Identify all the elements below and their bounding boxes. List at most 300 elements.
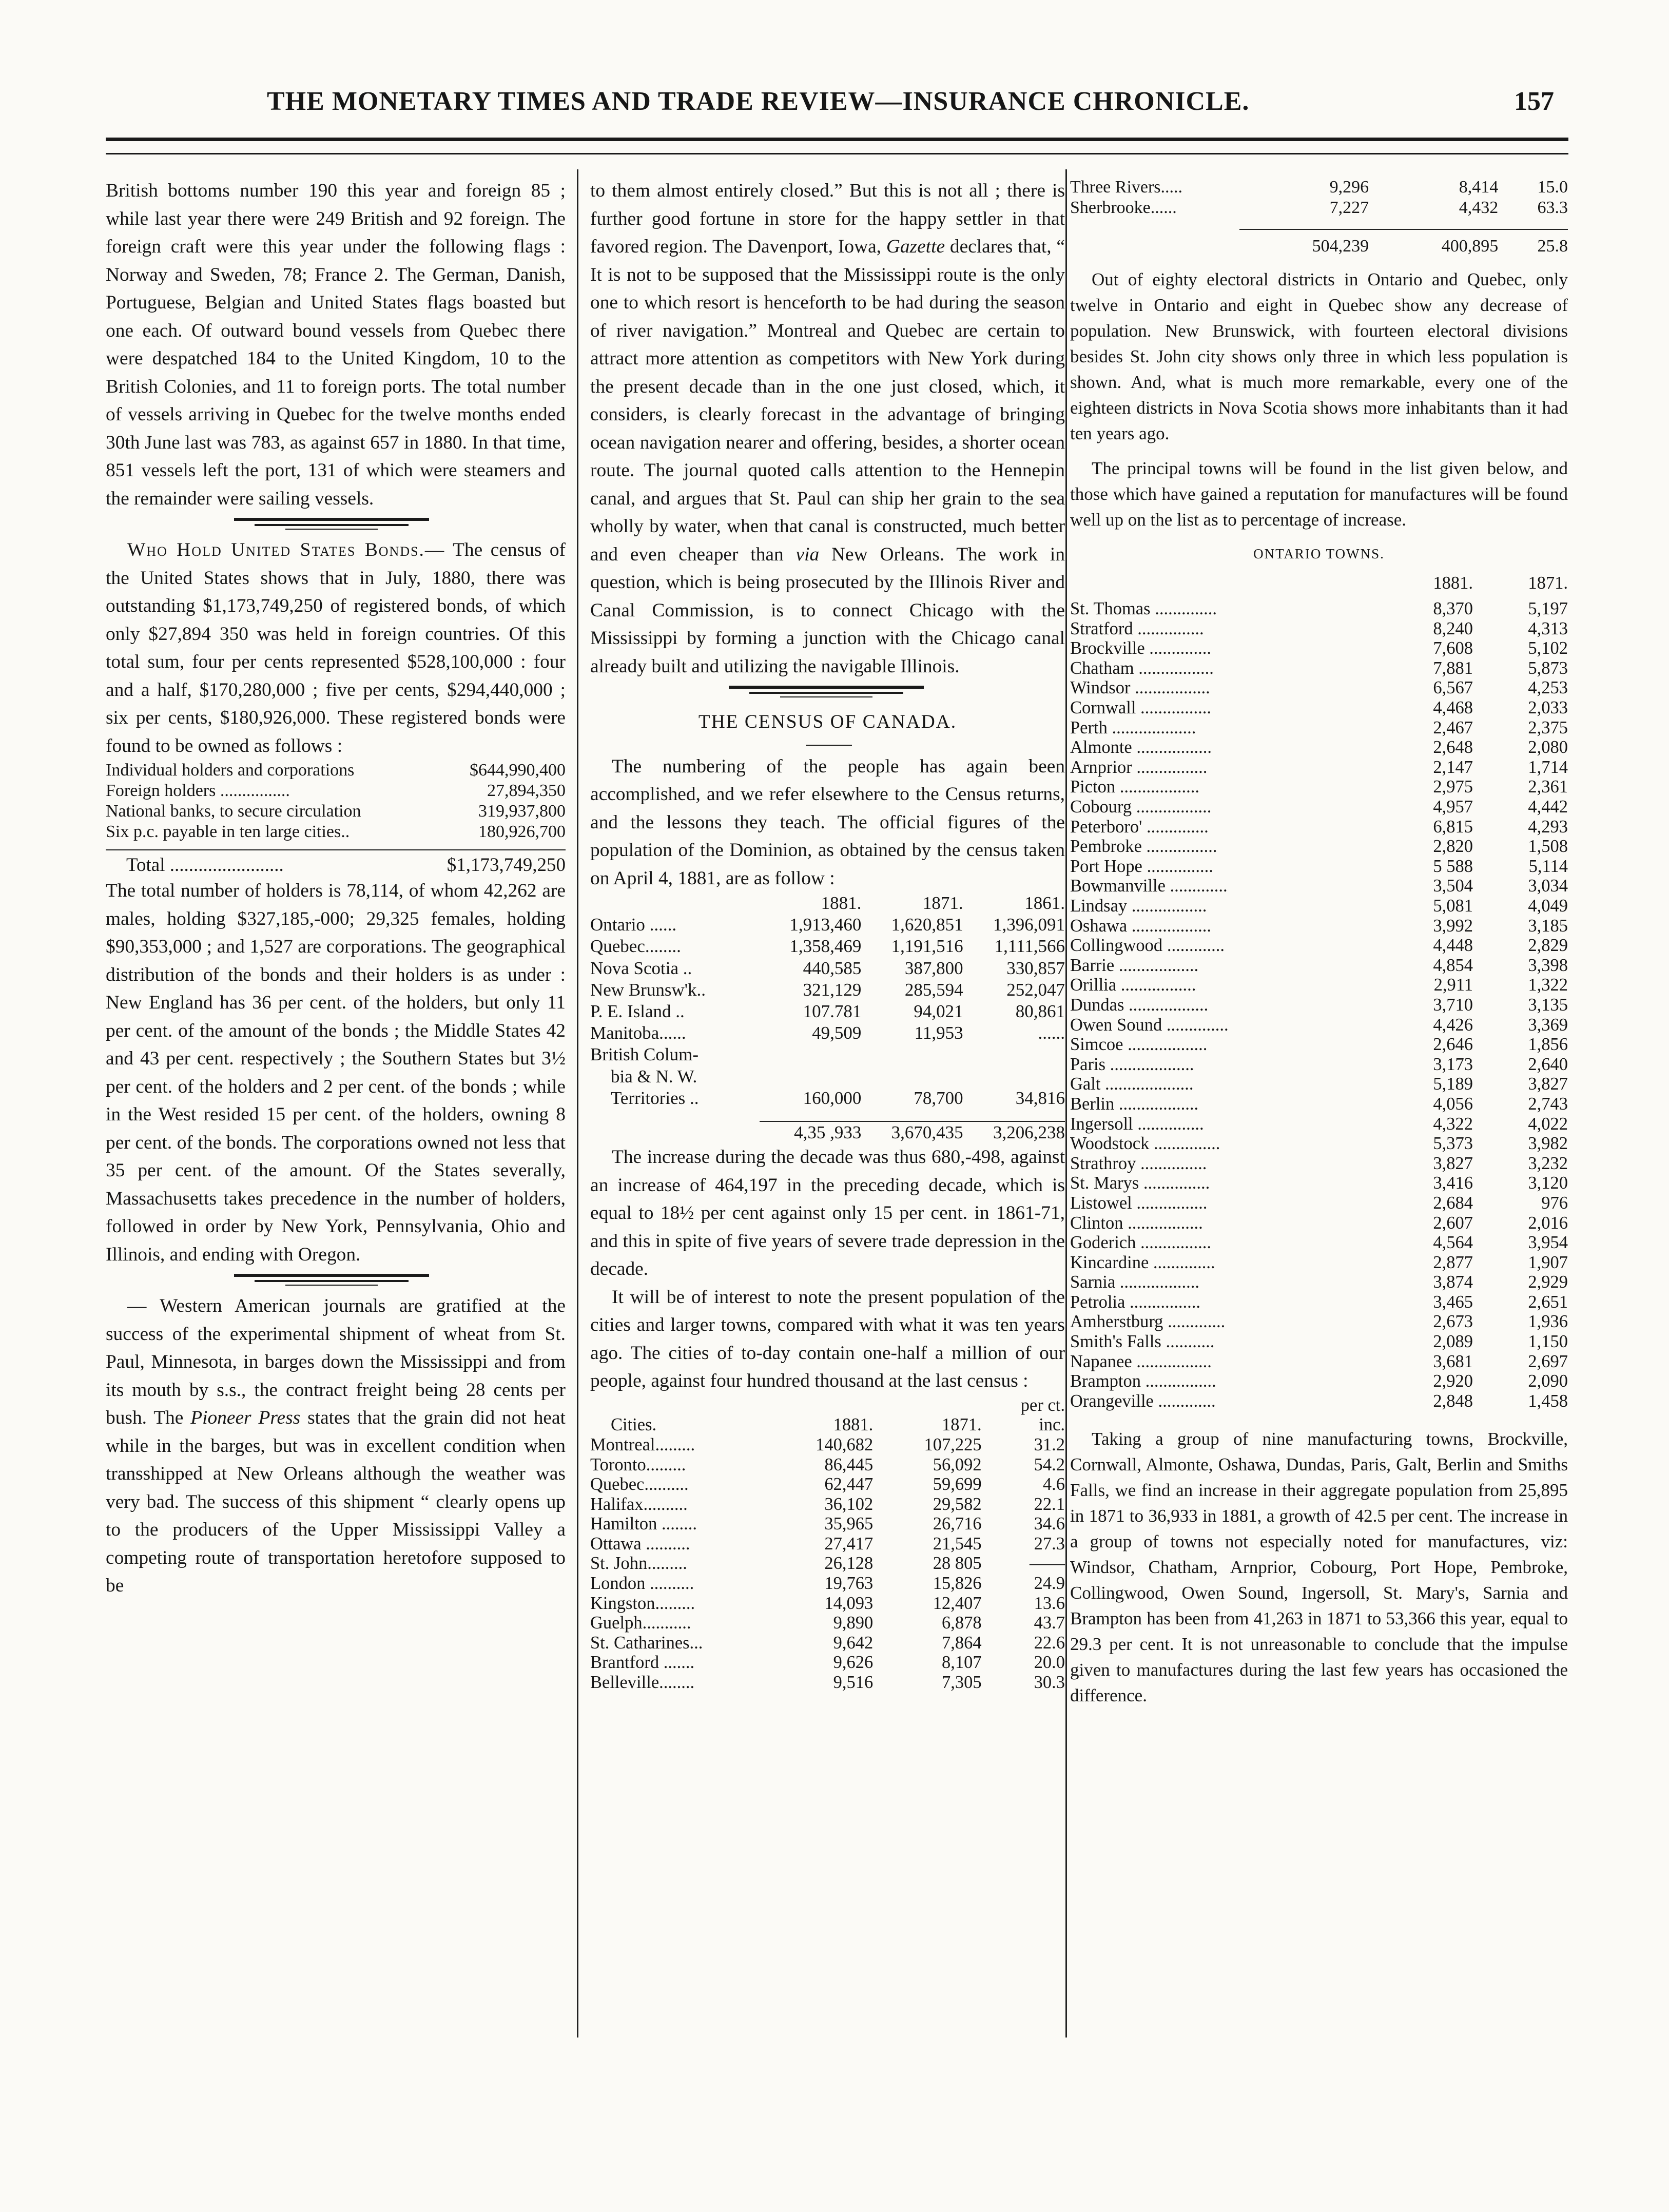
table-row: [590, 936, 1065, 957]
table-row: [1070, 1094, 1568, 1114]
table-row: [590, 1044, 1065, 1065]
town-name-text: Almonte: [1070, 738, 1132, 758]
town-name: [1070, 1213, 1378, 1233]
value-1871: 2,829: [1528, 936, 1568, 956]
province-name: bia & N. W.: [611, 1066, 697, 1086]
town-name: [1070, 1371, 1378, 1391]
value-1871: 3,120: [1528, 1173, 1568, 1193]
value-1871: 11,953: [914, 1023, 963, 1043]
bonds-section: [106, 536, 566, 760]
table-row: [1070, 177, 1568, 198]
table-row: [1070, 1114, 1568, 1134]
town-name-text: Cornwall: [1070, 698, 1136, 718]
value-1881: 3,827: [1433, 1153, 1473, 1173]
total-1861: 3,206,238: [963, 1121, 1065, 1143]
bonds-total-rule: [106, 849, 566, 850]
value-inc: 27.3: [1034, 1534, 1065, 1554]
table-row: [1070, 1312, 1568, 1332]
table-row: [1070, 718, 1568, 738]
table-row: [590, 958, 1065, 979]
value-1871: 5,873: [1528, 658, 1568, 678]
leader-dots: ...............: [1136, 1153, 1207, 1173]
value-inc: 63.3: [1537, 198, 1568, 217]
leader-dots: ..................: [1127, 916, 1212, 936]
value-1881: 1,913,460: [789, 915, 862, 935]
leader-dots: .................: [1116, 975, 1196, 995]
town-name-text: Woodstock: [1070, 1134, 1150, 1154]
total-1871: 3,670,435: [861, 1121, 963, 1143]
value-1881: 5,189: [1433, 1074, 1473, 1094]
table-row: [1070, 1233, 1568, 1253]
value-1881: 2,877: [1433, 1252, 1473, 1272]
value-1881: 2,911: [1433, 975, 1473, 995]
value-1881: 3,681: [1433, 1351, 1473, 1371]
leader-dots: ...............: [1133, 1114, 1204, 1134]
value-1871: 107,225: [924, 1434, 982, 1454]
section-ornament: [106, 1269, 566, 1292]
bond-value: 319,937,800: [478, 802, 566, 821]
value-1871: 7,864: [941, 1633, 982, 1653]
census-intro-paragraph: The numbering of the people has again been accomplished, and we refer elsewhere to the Census returns, and the lessons they teach. The official figures of the population of the Dominion, as obtained by the census taken on April 4, 1881, are as follow :: [590, 755, 1065, 889]
city-name: Quebec..........: [590, 1474, 689, 1495]
wheat-text-b: states that the grain did not heat while in the barges, but was in excellent condition when transshipped at New Orleans although the weather was very bad. The success of this shipment “ clearly opens up to the producers of the Upper Mississippi Valley a competing route of transportation heretofore supposed to be: [106, 1407, 566, 1596]
town-name: [1070, 1015, 1378, 1035]
table-row: [590, 1653, 1065, 1673]
table-row: [590, 1633, 1065, 1653]
table-row: [1070, 936, 1568, 956]
table-row: [106, 801, 566, 822]
leader-dots: ................: [1132, 1193, 1208, 1213]
leader-dots: .................: [1134, 658, 1214, 678]
value-1871: 7,305: [941, 1673, 982, 1693]
table-row: [1070, 698, 1568, 718]
table-row: [590, 1415, 1065, 1435]
town-name-text: Cobourg: [1070, 797, 1132, 817]
value-1871: 3,232: [1528, 1153, 1568, 1173]
leader-dots: .............: [1162, 936, 1225, 956]
value-1861: 1,111,566: [994, 936, 1065, 957]
value-1881: 14,093: [824, 1593, 874, 1613]
town-name-text: Kincardine: [1070, 1252, 1149, 1272]
value-1881: 3,173: [1433, 1054, 1473, 1074]
leader-dots: .................: [1132, 738, 1212, 758]
value-1871: 6,878: [941, 1613, 982, 1633]
value-1871: 2,697: [1528, 1351, 1568, 1371]
town-name: [1070, 1154, 1378, 1174]
leader-dots: ..............: [1142, 817, 1209, 837]
value-1881: 4,564: [1433, 1233, 1473, 1253]
value-1871: 21,545: [933, 1534, 982, 1554]
col-header-1871: 1871.: [922, 893, 963, 913]
column-2: [590, 177, 1065, 1693]
value-1881: 49,509: [812, 1023, 862, 1043]
electoral-paragraph: Out of eighty electoral districts in Ontario and Quebec, only twelve in Ontario and eight in Quebec show any decrease of population. New Brunswick, with fourteen electoral divisions besides St. John city shows only three in which less population is shown. And, what is much more remarkable, every one of the eighteen districts in Nova Scotia shows more inhabitants than it had ten years ago.: [1070, 269, 1568, 443]
table-row: [1070, 876, 1568, 896]
table-row: [1070, 1292, 1568, 1312]
value-1871: 3,827: [1528, 1074, 1568, 1094]
value-1871: 2,651: [1528, 1292, 1568, 1312]
value-1881: 2,848: [1433, 1391, 1473, 1411]
table-row: [590, 1395, 1065, 1415]
city-name: Halifax..........: [590, 1494, 688, 1514]
value-1881: 26,128: [824, 1554, 874, 1574]
town-name-text: Clinton: [1070, 1213, 1123, 1233]
table-row: [1070, 777, 1568, 797]
value-1881: 27,417: [824, 1534, 874, 1554]
town-name-text: Smith's Falls: [1070, 1332, 1161, 1352]
value-1881: 62,447: [824, 1474, 874, 1495]
value-1871: 285,594: [904, 979, 963, 1000]
total-value: $1,173,749,250: [447, 855, 566, 876]
section-ornament: [590, 681, 1065, 704]
city-name: Belleville........: [590, 1673, 695, 1693]
leader-dots: .............: [1163, 1312, 1226, 1332]
town-name-text: Petrolia: [1070, 1292, 1125, 1312]
leader-dots: ..................: [1114, 1094, 1199, 1114]
value-1871: 1,508: [1528, 837, 1568, 857]
table-row: [590, 1109, 1065, 1121]
table-row: [1070, 1154, 1568, 1174]
ontario-towns-rows: [1070, 599, 1568, 1411]
cont-text-a: to them almost entirely closed.” But this is not all ; there is further good fortune in store for the happy settler in that favored region. The Davenport, Iowa,: [590, 180, 1065, 257]
table-row: [1070, 573, 1568, 599]
town-name: [1070, 619, 1378, 639]
value-1881: 5 588: [1433, 856, 1473, 876]
value-1861: ......: [1038, 1023, 1065, 1043]
leader-dots: ...............: [1139, 1173, 1210, 1193]
town-name: [1070, 857, 1378, 877]
value-1871: 29,582: [933, 1494, 982, 1514]
town-name: [1070, 1173, 1378, 1193]
value-1881: 3,992: [1433, 916, 1473, 936]
table-row: [590, 1088, 1065, 1109]
value-1881: 5,373: [1433, 1134, 1473, 1154]
col-header-1881: 1881.: [821, 893, 862, 913]
value-1881: 4,468: [1433, 698, 1473, 718]
town-name-text: Peterboro': [1070, 817, 1142, 837]
table-row: [590, 892, 1065, 914]
province-name: New Brunsw'k..: [590, 979, 706, 1000]
city-name: Kingston.........: [590, 1593, 695, 1613]
town-name: [1070, 1312, 1378, 1332]
value-1881: 321,129: [803, 979, 862, 1000]
bond-value: $644,990,400: [470, 761, 566, 780]
province-name: Manitoba......: [590, 1023, 686, 1043]
town-name-text: Paris: [1070, 1054, 1105, 1074]
section-ornament: [106, 513, 566, 536]
manufacturing-paragraph: Taking a group of nine manufacturing towns, Brockville, Cornwall, Almonte, Oshawa, Dundas, Paris, Galt, Berlin and Smiths Falls, we find an increase in their aggregate population from 25,895 in 1871 to 36,933 in 1881, a growth of 42.5 per cent. The increase in a group of towns not especially noted for manufactures, viz: Windsor, Chatham, Arnprior, Cobourg, Port Hope, Pembroke, Collingwood, Owen Sound, Ingersoll, St. Mary's, Sarnia and Brampton has been from 41,263 in 1871 to 53,366 this year, equal to 29.3 per cent. It is not unreasonable to conclude that the impulse given to manufactures during the last few years has occasioned the difference.: [1070, 1429, 1568, 1706]
town-name: [1070, 1253, 1378, 1273]
town-name-text: Collingwood: [1070, 936, 1163, 956]
leader-dots: ................: [1136, 698, 1212, 718]
table-row: [590, 1435, 1065, 1455]
value-inc: 13.6: [1034, 1593, 1065, 1613]
town-name-text: Lindsay: [1070, 896, 1128, 916]
table-row: [1070, 1272, 1568, 1292]
value-1881: 36,102: [824, 1494, 874, 1514]
value-1871: 2,375: [1528, 717, 1568, 738]
value-1881: 35,965: [824, 1514, 874, 1534]
value-1871: 4,313: [1528, 618, 1568, 638]
town-name-text: Simcoe: [1070, 1035, 1123, 1055]
table-row: [1070, 218, 1568, 229]
value-1871: 4,442: [1528, 797, 1568, 817]
leader-dots: ..................: [1115, 1272, 1200, 1292]
leader-dots: ..................: [1124, 995, 1209, 1015]
value-1881: 7,227: [1329, 198, 1369, 217]
bond-value: 27,894,350: [487, 781, 566, 800]
table-row: [1070, 1391, 1568, 1411]
table-row: [1070, 619, 1568, 639]
town-name-text: Brockville: [1070, 638, 1145, 658]
value-1871: 2,361: [1528, 777, 1568, 797]
value-inc: 20.0: [1034, 1653, 1065, 1673]
province-name: Territories ..: [611, 1088, 699, 1108]
page-number: 157: [1514, 87, 1554, 116]
value-1881: 5,081: [1433, 896, 1473, 916]
city-name: Montreal.........: [590, 1434, 695, 1454]
leader-dots: ...............: [1149, 1134, 1220, 1154]
value-1871: 2,640: [1528, 1054, 1568, 1074]
value-1881: 140,682: [816, 1434, 874, 1454]
table-row: [1070, 837, 1568, 857]
table-row: [1070, 1352, 1568, 1372]
town-name-text: Strathroy: [1070, 1153, 1136, 1173]
col-header-cities: Cities.: [611, 1415, 657, 1435]
leader-dots: ..............: [1144, 638, 1212, 658]
town-name: [1070, 1352, 1378, 1372]
town-name-text: Orillia: [1070, 975, 1117, 995]
value-1881: 2,684: [1433, 1193, 1473, 1213]
value-1881: 2,673: [1433, 1312, 1473, 1332]
value-1871: 78,700: [914, 1088, 963, 1108]
leader-dots: .................: [1132, 797, 1212, 817]
value-1861: 80,861: [1015, 1001, 1065, 1022]
table-row: [590, 1673, 1065, 1693]
table-row: [590, 1474, 1065, 1495]
value-1871: 2,080: [1528, 738, 1568, 758]
value-inc: 30.3: [1034, 1673, 1065, 1693]
town-name: [1070, 758, 1378, 778]
province-name: P. E. Island ..: [590, 1001, 685, 1022]
value-1881: 9,890: [833, 1613, 874, 1633]
wheat-shipment-paragraph: [106, 1292, 566, 1600]
table-row: [106, 853, 566, 877]
value-inc: 22.1: [1034, 1494, 1065, 1514]
table-row: [1070, 1055, 1568, 1075]
province-table: [590, 892, 1065, 1143]
leader-dots: ....................: [1100, 1074, 1194, 1094]
town-name: [1070, 995, 1378, 1015]
shipping-paragraph: British bottoms number 190 this year and foreign 85 ; while last year there were 249 British and 92 foreign. The foreign craft were this year under the following flags : Norway and Sweden, 78; France 2. The German, Danish, Portuguese, Belgian and United States flags boasted but one each. Of outward bound vessels from Quebec there were despatched 184 to the United Kingdom, 10 to the British Colonies, and 11 to foreign ports. The total number of vessels arriving in Quebec for the twelve months ended 30th June last was 783, as against 657 in 1880. In that time, 851 vessels left the port, 131 of which were steamers and the remainder were sailing vessels.: [106, 180, 566, 509]
town-name: [1070, 1332, 1378, 1352]
table-row: [1070, 916, 1568, 936]
town-name: [1070, 916, 1378, 936]
town-name: [1070, 777, 1378, 797]
value-1881: 4,056: [1433, 1094, 1473, 1114]
header-rule-thin: [106, 153, 1568, 154]
value-1881: 440,585: [803, 958, 862, 978]
value-1871: 387,800: [904, 958, 963, 978]
town-name: [1070, 1035, 1378, 1055]
province-name: Ontario ......: [590, 915, 677, 935]
value-1881: 107.781: [803, 1001, 862, 1022]
table-row: [1070, 1371, 1568, 1391]
leader-dots: .................: [1130, 678, 1210, 698]
table-row: [1070, 738, 1568, 758]
table-row: [1070, 1134, 1568, 1154]
value-1881: 4,854: [1433, 955, 1473, 975]
table-row: [1070, 1193, 1568, 1213]
principal-towns-paragraph: The principal towns will be found in the list given below, and those which have gained a reputation for manufactures will be found well up on the list as to percentage of increase.: [1070, 458, 1568, 530]
column-divider-2: [1065, 169, 1067, 2038]
col-header-percent: per ct.: [1020, 1395, 1065, 1415]
value-1881: 3,874: [1433, 1272, 1473, 1292]
value-1871: 2,743: [1528, 1094, 1568, 1114]
town-name-text: Listowel: [1070, 1193, 1132, 1213]
table-row: [1070, 638, 1568, 658]
town-name: [1070, 797, 1378, 817]
city-name: Ottawa ..........: [590, 1534, 690, 1554]
pioneer-press-title: Pioneer Press: [190, 1407, 301, 1428]
value-1881: 9,516: [833, 1673, 874, 1693]
city-name: St. Catharines...: [590, 1633, 703, 1653]
table-row: [590, 1455, 1065, 1475]
table-row: [590, 1534, 1065, 1554]
wheat-text-a: — Western American journals are gratified at the success of the experimental shipment of wheat from St. Paul, Minnesota, in barges down the Mississippi and from its mouth by s.s., the contract freight being 28 cents per bush. The: [106, 1295, 566, 1428]
town-name-text: Dundas: [1070, 995, 1124, 1015]
value-1881: 8,240: [1433, 618, 1473, 638]
value-1881: 7,881: [1433, 658, 1473, 678]
table-row: [1070, 1035, 1568, 1055]
value-1871: 2,929: [1528, 1272, 1568, 1292]
value-inc: ——: [1030, 1554, 1065, 1574]
leader-dots: .............: [1165, 876, 1228, 896]
bond-value: 180,926,700: [478, 822, 566, 841]
town-name-text: Napanee: [1070, 1351, 1132, 1371]
town-name: [1070, 1134, 1378, 1154]
bond-label: National banks, to secure circulation: [106, 802, 361, 821]
town-name: [1070, 658, 1378, 678]
province-name: British Colum-: [590, 1044, 698, 1065]
town-name: [1070, 599, 1378, 619]
town-name: [1070, 1074, 1378, 1094]
leader-dots: ................: [1136, 1233, 1211, 1253]
value-1881: 19,763: [824, 1574, 874, 1594]
town-name: [1070, 1055, 1378, 1075]
leader-dots: ..............: [1150, 599, 1217, 619]
holders-paragraph: The total number of holders is 78,114, of whom 42,262 are males, holding $327,185,-000; 29,325 females, holding $90,353,000 ; and 1,527 are corporations. The geographical distribution of the bonds and their holders is as under : New England has 36 per cent. of the holders, but only 11 per cent. of the amount of the bonds ; the Middle States 42 and 43 per cent. respectively ; the Southern States but 3½ per cent. of the holders and 2 per cent. of the bonds ; while in the West resided 15 per cent. of the holders, owning 8 per cent. of the bonds. The corporations owned not less that 35 per cent. of the amount. Of the States severally, Massachusetts takes precedence in the number of holders, followed in order by New York, Pennsylvania, Ohio and Illinois, and ending with Oregon.: [106, 880, 566, 1265]
table-row: [1070, 599, 1568, 619]
town-name-text: Barrie: [1070, 955, 1115, 975]
value-1881: 4,426: [1433, 1015, 1473, 1035]
city-name: Brantford .......: [590, 1653, 695, 1673]
value-1871: 12,407: [933, 1593, 982, 1613]
cont-text-c: New Orleans. The work in question, which is being prosecuted by the Illinois River and Canal Commission, is to connect Chicago with the Mississippi by forming a junction with the Chicago canal already built and utilizing the navigable Illinois.: [590, 544, 1065, 677]
total-inc: 25.8: [1498, 229, 1568, 257]
table-row: [590, 914, 1065, 936]
column-1: [106, 177, 566, 1600]
table-row: [1070, 975, 1568, 995]
town-name: [1070, 678, 1378, 698]
value-1881: 2,607: [1433, 1213, 1473, 1233]
value-inc: 22.6: [1034, 1633, 1065, 1653]
town-name-text: Oshawa: [1070, 916, 1128, 936]
town-name: [1070, 1193, 1378, 1213]
value-1871: 2,033: [1528, 698, 1568, 718]
town-name: [1070, 896, 1378, 916]
town-name-text: Port Hope: [1070, 856, 1142, 876]
total-1881: 4,35 ,933: [760, 1121, 861, 1143]
town-name: [1070, 1114, 1378, 1134]
town-name: [1070, 936, 1378, 956]
value-1881: 4,322: [1433, 1114, 1473, 1134]
table-row: [590, 1594, 1065, 1614]
col-header-1871: 1871.: [1528, 573, 1568, 593]
value-1881: 2,467: [1433, 717, 1473, 738]
table-row: [590, 1574, 1065, 1594]
town-name: [1070, 975, 1378, 995]
value-1881: 2,147: [1433, 757, 1473, 777]
value-1881: 9,626: [833, 1653, 874, 1673]
value-1881: 6,815: [1433, 817, 1473, 837]
col-header-1871: 1871.: [941, 1415, 982, 1435]
bonds-table: [106, 760, 566, 842]
town-name-text: Stratford: [1070, 618, 1133, 638]
value-1871: 5,102: [1528, 638, 1568, 658]
leader-dots: ................: [1140, 1371, 1216, 1391]
gazette-title: Gazette: [886, 236, 945, 257]
value-1881: 2,820: [1433, 837, 1473, 857]
table-row: [590, 1613, 1065, 1633]
value-1881: 2,975: [1433, 777, 1473, 797]
table-row: [1070, 956, 1568, 976]
leader-dots: .................: [1127, 896, 1207, 916]
value-1871: 4,253: [1528, 678, 1568, 698]
table-row: [1070, 1332, 1568, 1352]
column-divider-1: [577, 169, 578, 2038]
value-1881: 6,567: [1433, 678, 1473, 698]
value-1871: 8,414: [1459, 178, 1499, 197]
leader-dots: ...........: [1161, 1332, 1215, 1352]
value-1861: 34,816: [1015, 1088, 1065, 1108]
town-name-text: Ingersoll: [1070, 1114, 1133, 1134]
value-1871: 1,856: [1528, 1035, 1568, 1055]
value-1871: 1,458: [1528, 1391, 1568, 1411]
town-name-text: Windsor: [1070, 678, 1131, 698]
value-1871: 59,699: [933, 1474, 982, 1495]
value-1881: 2,646: [1433, 1035, 1473, 1055]
leader-dots: ...................: [1105, 1054, 1194, 1074]
bond-label: Individual holders and corporations: [106, 761, 355, 780]
value-1881: 2,089: [1433, 1332, 1473, 1352]
value-1871: 3,954: [1528, 1233, 1568, 1253]
city-name: Sherbrooke......: [1070, 198, 1177, 217]
table-row: [590, 1495, 1065, 1515]
table-row: [1070, 1074, 1568, 1094]
province-name: Quebec........: [590, 936, 681, 957]
census-heading: THE CENSUS OF CANADA.: [698, 711, 957, 732]
value-1871: 5,114: [1528, 856, 1568, 876]
table-row: [1070, 198, 1568, 218]
town-name-text: Berlin: [1070, 1094, 1115, 1114]
town-name-text: Amherstburg: [1070, 1312, 1163, 1332]
table-row: [1070, 1253, 1568, 1273]
table-row: [1070, 896, 1568, 916]
value-1881: 9,296: [1329, 178, 1369, 197]
value-1871: 26,716: [933, 1514, 982, 1534]
table-row: [1070, 1015, 1568, 1035]
